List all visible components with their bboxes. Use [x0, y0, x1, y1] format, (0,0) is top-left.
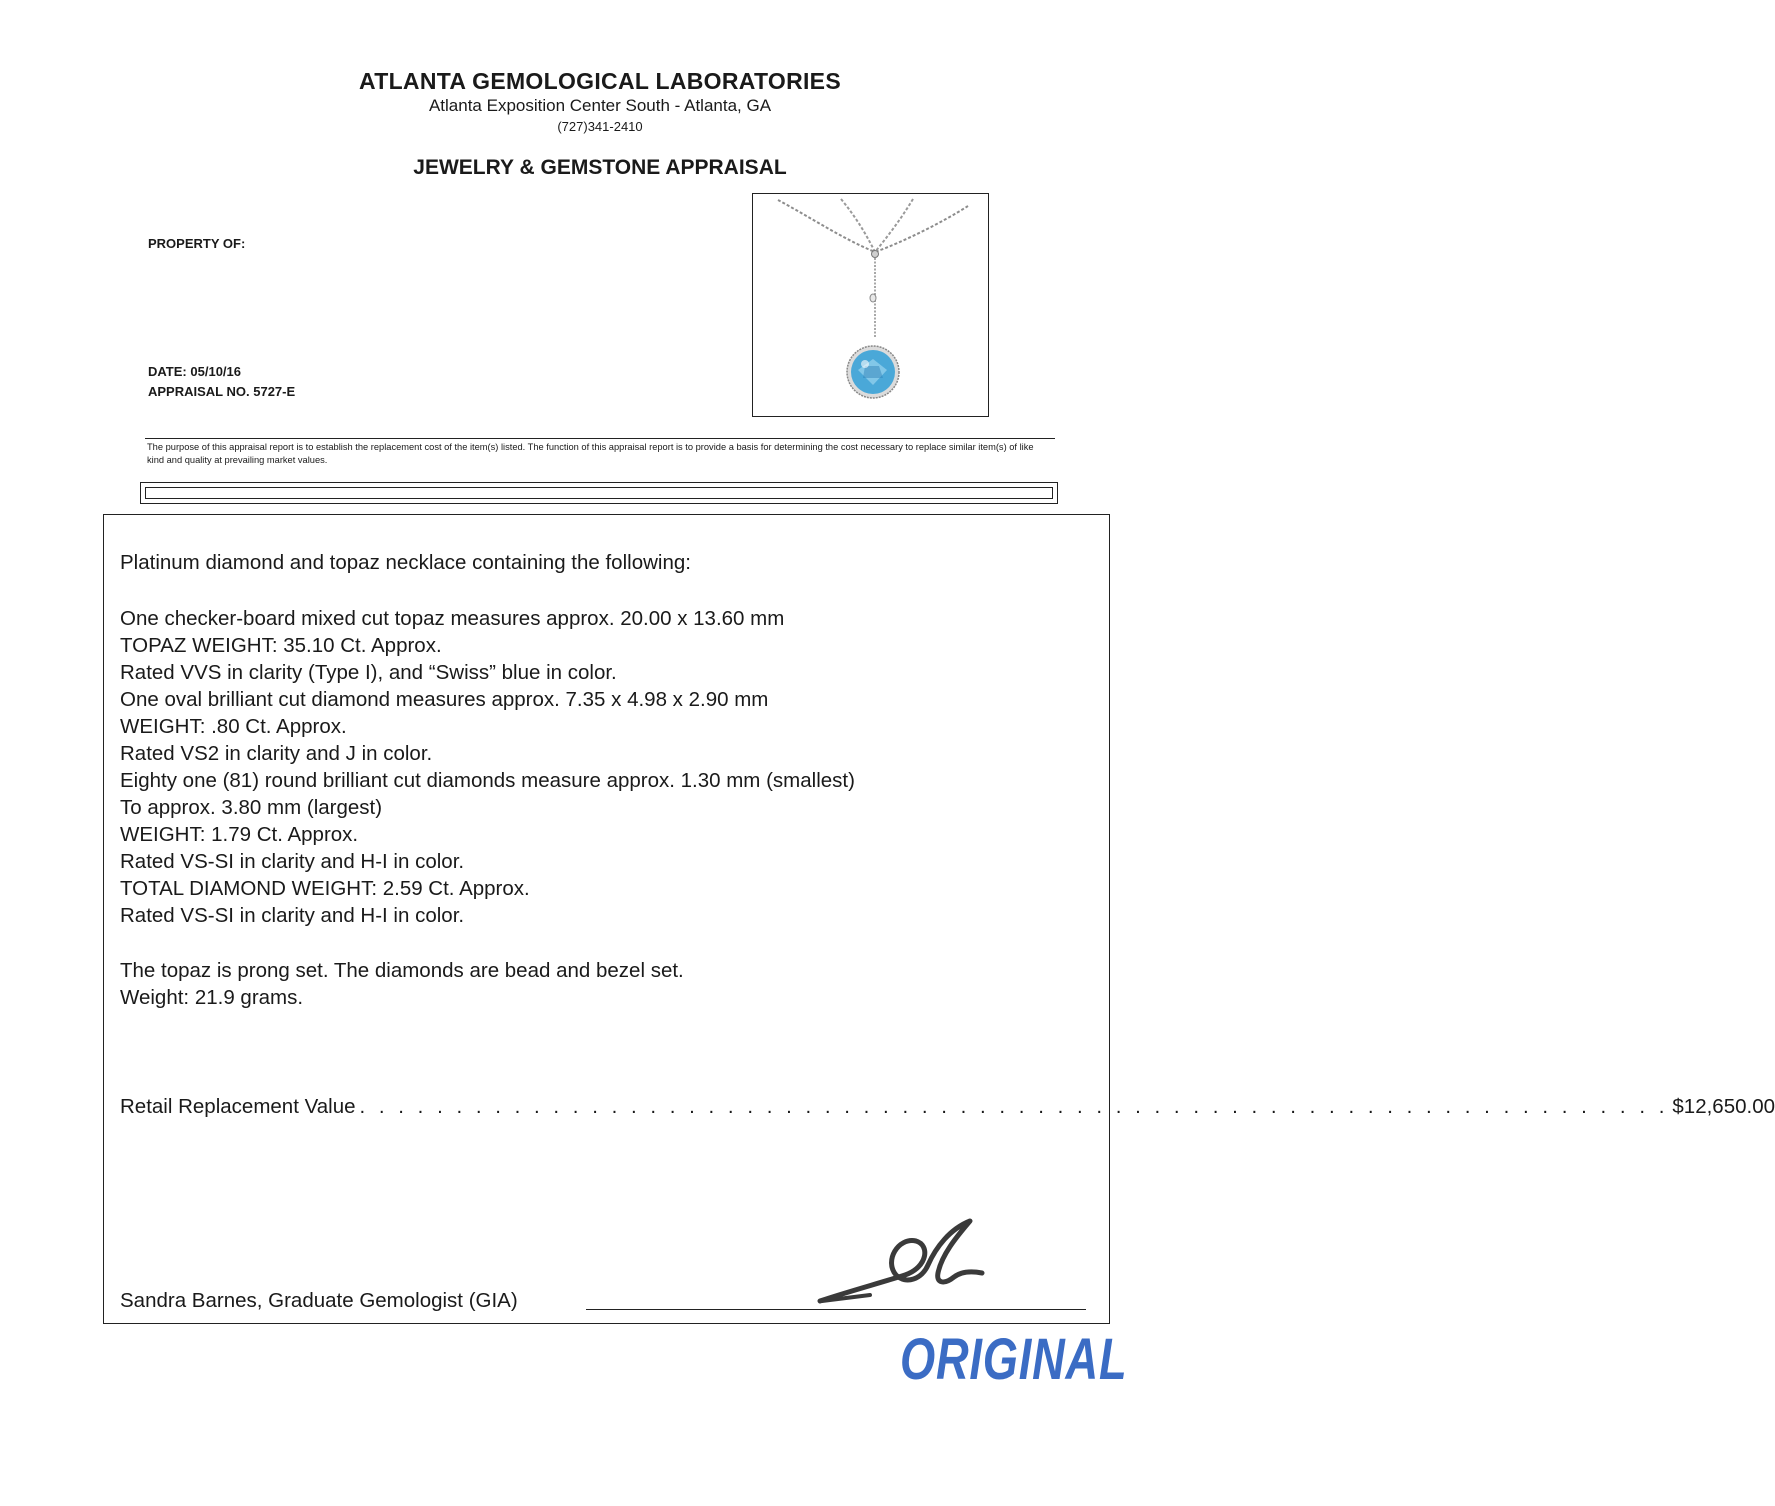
- lab-address: Atlanta Exposition Center South - Atlanta, GA: [428, 96, 772, 115]
- detail-line: WEIGHT: 1.79 Ct. Approx.: [120, 823, 359, 846]
- signature: [810, 1213, 1000, 1309]
- date-label: DATE:: [148, 364, 187, 379]
- appraisal-value: 5727-E: [253, 384, 296, 399]
- item-intro: Platinum diamond and topaz necklace containing the following:: [120, 551, 691, 574]
- replacement-value-label: Retail Replacement Value: [120, 1095, 356, 1118]
- detail-line: TOPAZ WEIGHT: 35.10 Ct. Approx.: [120, 634, 442, 657]
- property-row: [148, 236, 245, 251]
- detail-line: TOTAL DIAMOND WEIGHT: 2.59 Ct. Approx.: [120, 877, 530, 900]
- date-value: 05/10/16: [190, 364, 241, 379]
- necklace-photo: [752, 193, 989, 417]
- lab-phone: (727)341-2410: [557, 119, 643, 134]
- blank-banner-box: [140, 482, 1058, 504]
- date-row: [148, 364, 241, 379]
- original-stamp: ORIGINAL: [900, 1327, 1128, 1392]
- leader-dots: . . . . . . . . . . . . . . . . . . . . . . . . . . . . . . . . . . . . . . . . . . . . . . . . . . . . . . . . . . . . . . . . . . . .: [359, 1095, 1669, 1118]
- detail-line: One checker-board mixed cut topaz measures approx. 20.00 x 13.60 mm: [120, 607, 785, 630]
- detail-line: To approx. 3.80 mm (largest): [120, 796, 383, 819]
- lab-name: ATLANTA GEMOLOGICAL LABORATORIES: [359, 68, 841, 94]
- divider-rule: [145, 438, 1055, 439]
- signer-name: Sandra Barnes, Graduate Gemologist (GIA): [120, 1289, 518, 1312]
- setting-line: Weight: 21.9 grams.: [120, 986, 304, 1009]
- description-box: [103, 514, 1775, 1324]
- detail-line: Rated VS-SI in clarity and H-I in color.: [120, 850, 465, 873]
- detail-line: Rated VS-SI in clarity and H-I in color.: [120, 904, 465, 927]
- blank-banner-inner: [145, 487, 1053, 499]
- appraisal-row: [148, 384, 295, 399]
- necklace-illustration: [753, 194, 988, 416]
- detail-line: Rated VS2 in clarity and J in color.: [120, 742, 433, 765]
- setting-line: The topaz is prong set. The diamonds are bead and bezel set.: [120, 959, 684, 982]
- signature-line: [586, 1309, 1086, 1310]
- detail-line: Rated VVS in clarity (Type I), and “Swiss” blue in color.: [120, 661, 617, 684]
- report-title: JEWELRY & GEMSTONE APPRAISAL: [413, 156, 787, 179]
- detail-line: One oval brilliant cut diamond measures approx. 7.35 x 4.98 x 2.90 mm: [120, 688, 769, 711]
- property-label: PROPERTY OF:: [148, 236, 246, 251]
- replacement-value-amount: $12,650.00: [1672, 1095, 1775, 1118]
- detail-line: WEIGHT: .80 Ct. Approx.: [120, 715, 347, 738]
- detail-line: Eighty one (81) round brilliant cut diamonds measure approx. 1.30 mm (smallest): [120, 769, 855, 792]
- appraisal-label: APPRAISAL NO.: [148, 384, 250, 399]
- purpose-statement: The purpose of this appraisal report is to establish the replacement cost of the item(s) listed. The function of this appraisal report is to provide a basis for determining the cost necessary to replace similar item(s) of like kind and quality at prevailing market values.: [147, 442, 1034, 465]
- replacement-value-row: [120, 1095, 1775, 1119]
